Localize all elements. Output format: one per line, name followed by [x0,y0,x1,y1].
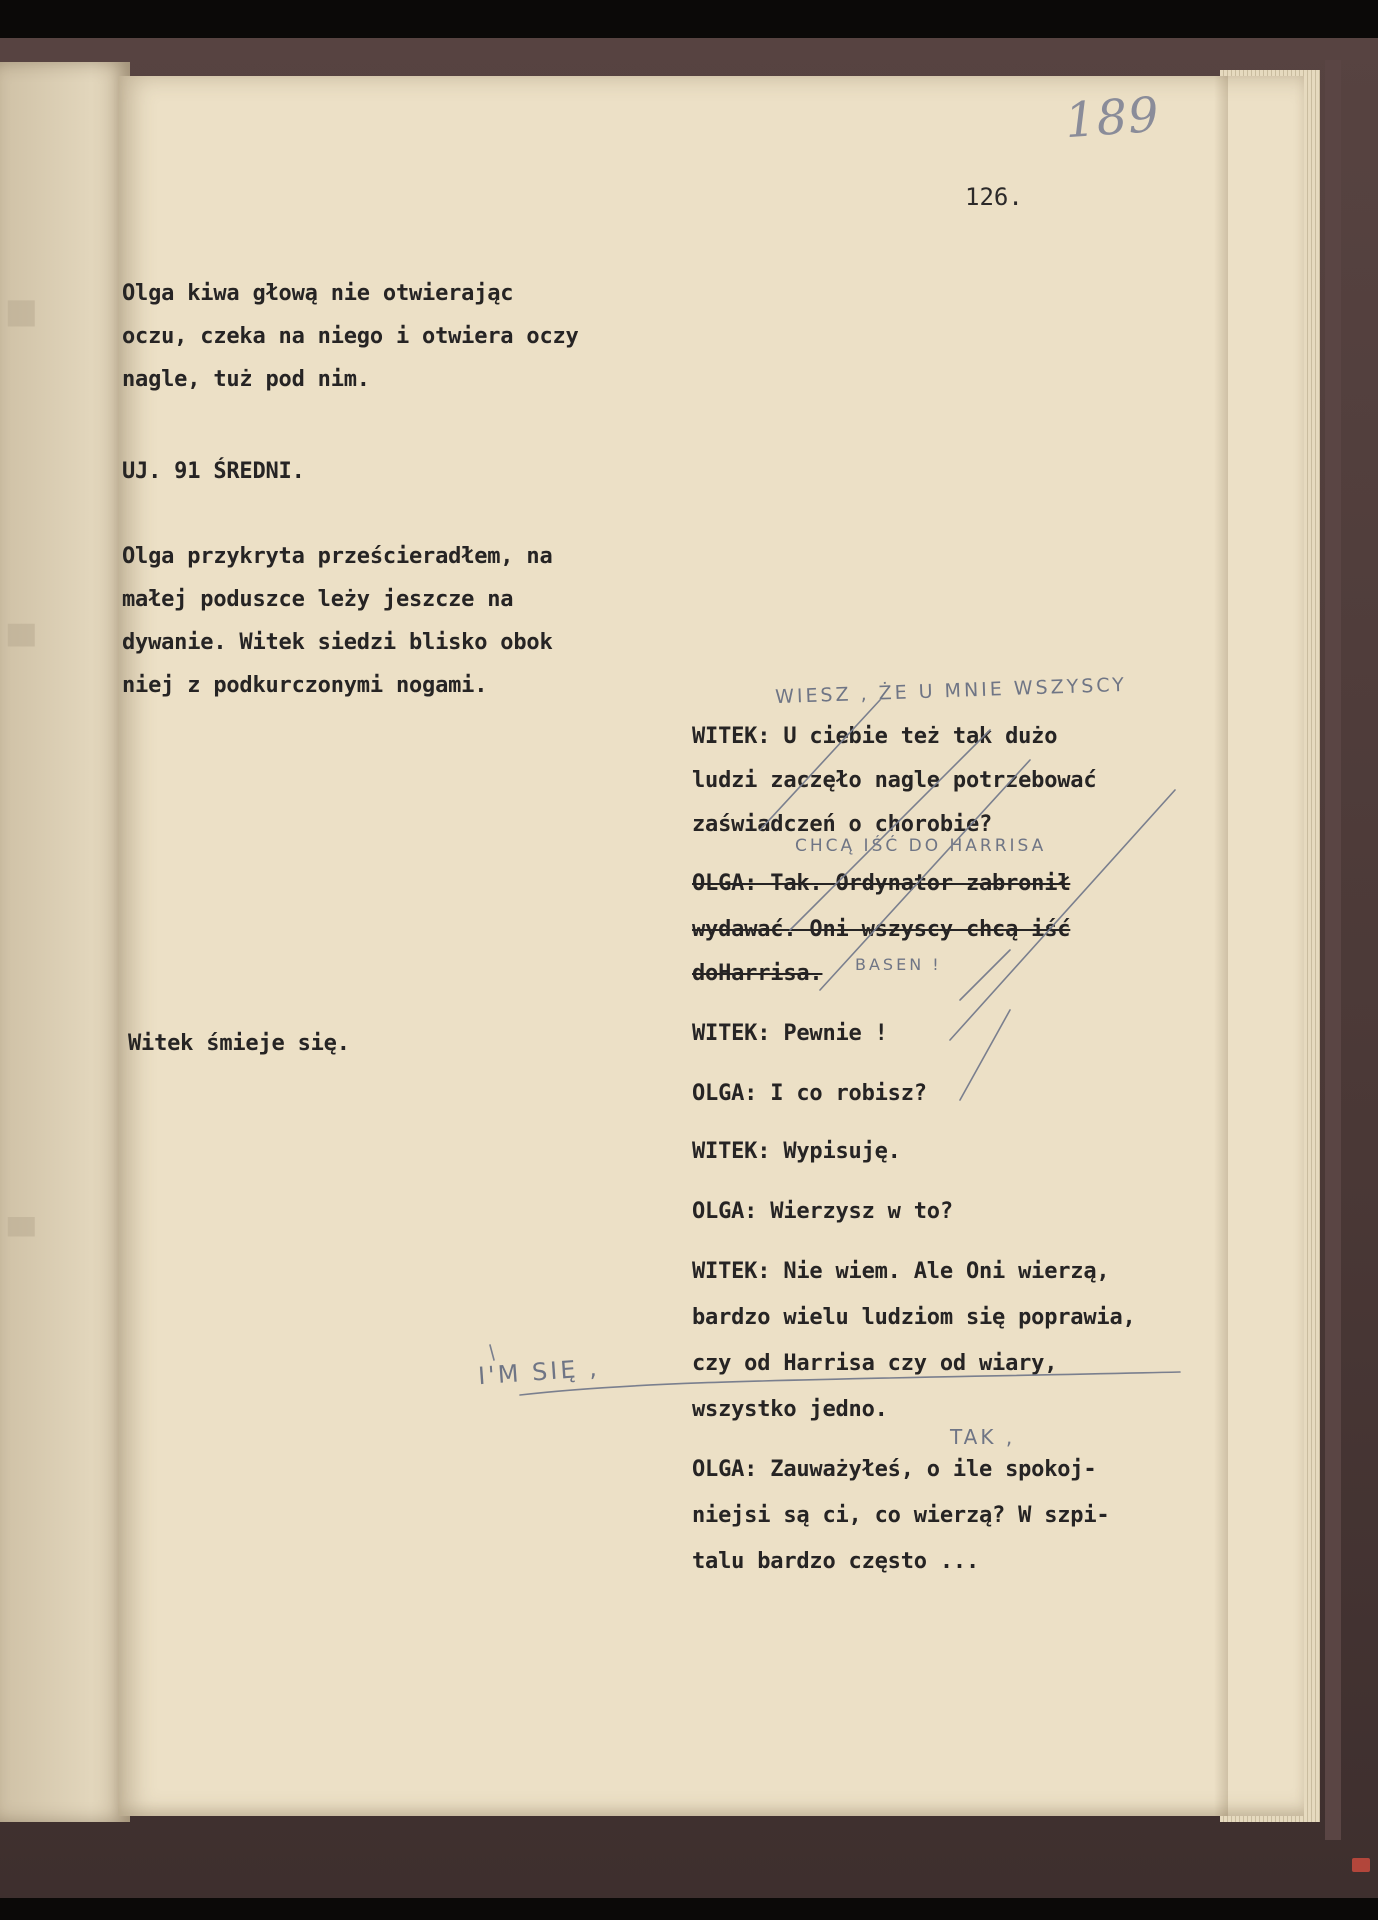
text-line: UJ. 91 ŚREDNI. [122,459,305,484]
typed-page-number: 126. [965,183,1023,211]
dialogue-line: WITEK: Nie wiem. Ale Oni wierzą, [692,1259,1110,1284]
left-page-edge: ██ ▇▇ ▆▆ [0,62,130,1822]
dialogue-line: zaświadczeń o chorobie? [692,812,993,837]
handwritten-note: TAK , [950,1425,1016,1449]
dialogue-line: talu bardzo często ... [692,1549,979,1574]
text-line: Olga przykryta prześcieradłem, na [122,544,553,569]
dialogue-line: wszystko jedno. [692,1397,888,1422]
text-line: Olga kiwa głową nie otwierając [122,281,514,306]
text-line: niej z podkurczonymi nogami. [122,673,488,698]
dialogue-line: OLGA: Zauważyłeś, o ile spokoj- [692,1457,1097,1482]
handwritten-note: WIESZ , ŻE U MNIE WSZYSCY [774,673,1128,709]
dialogue-line-struck: doHarrisa. [692,961,823,986]
dialogue-line: niejsi są ci, co wierzą? W szpi- [692,1503,1110,1528]
text-line: małej poduszce leży jeszcze na [122,587,514,612]
text-line: dywanie. Witek siedzi blisko obok [122,630,553,655]
text-line: Witek śmieje się. [128,1031,350,1056]
dialogue-line: WITEK: U ciebie też tak dużo [692,724,1058,749]
handwritten-note: I'M SIĘ , [477,1353,601,1391]
handwritten-note: BASEN ! [855,955,942,974]
dialogue-line: WITEK: Wypisuję. [692,1139,901,1164]
dialogue-line: czy od Harrisa czy od wiary, [692,1351,1058,1376]
handwritten-note: CHCĄ IŚĆ DO HARRISA [795,836,1047,856]
dialogue-line: ludzi zaczęło nagle potrzebować [692,768,1097,793]
pencil-page-number: 189 [1063,86,1162,150]
dialogue-line: WITEK: Pewnie ! [692,1021,888,1046]
text-line: oczu, czeka na niego i otwiera oczy [122,324,579,349]
dialogue-line: OLGA: Wierzysz w to? [692,1199,953,1224]
dialogue-line: OLGA: I co robisz? [692,1081,927,1106]
dialogue-line: bardzo wielu ludziom się poprawia, [692,1305,1136,1330]
dialogue-line-struck: OLGA: Tak. Ordynator zabronił [692,871,1071,896]
dialogue-line-struck: wydawać. Oni wszyscy chcą iść [692,917,1071,942]
text-line: nagle, tuż pod nim. [122,367,370,392]
